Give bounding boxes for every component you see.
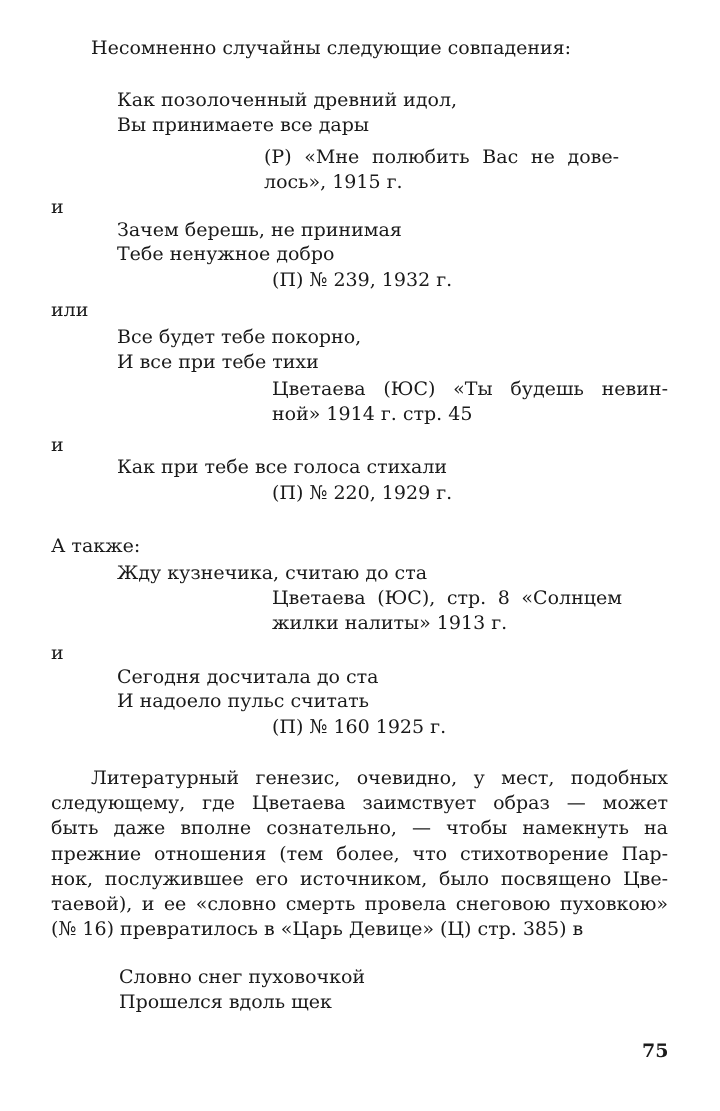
paragraph-line: нок, послужившее его источником, было посвящено Цве-	[51, 868, 668, 890]
verse-line: Тебе ненужное добро	[117, 243, 335, 265]
paragraph-line: Литературный генезис, очевидно, у мест, подобных	[91, 767, 668, 789]
source-citation: Цветаева (ЮС), стр. 8 «Солнцем	[272, 587, 622, 609]
source-citation: Цветаева (ЮС) «Ты будешь невин-	[272, 378, 668, 400]
conjunction: или	[51, 299, 89, 321]
verse-line: И все при тебе тихи	[117, 351, 319, 373]
verse-line: Словно снег пуховочкой	[119, 966, 366, 988]
verse-line: Сегодня досчитала до ста	[117, 666, 379, 688]
source-citation: (Р) «Мне полюбить Вас не дове-	[264, 146, 619, 168]
paragraph-line: прежние отношения (тем более, что стихотворение Пар-	[51, 843, 668, 865]
verse-line: Вы принимаете все дары	[117, 114, 370, 136]
verse-line: Зачем берешь, не принимая	[117, 219, 402, 241]
source-citation: (П) № 160 1925 г.	[272, 716, 447, 738]
verse-line: Как при тебе все голоса стихали	[117, 456, 448, 478]
verse-line: И надоело пульс считать	[117, 690, 370, 712]
paragraph-line: быть даже вполне сознательно, — чтобы намекнуть на	[51, 817, 668, 839]
verse-line: Жду кузнечика, считаю до ста	[117, 562, 428, 584]
source-citation: (П) № 239, 1932 г.	[272, 269, 453, 291]
source-citation: лось», 1915 г.	[264, 171, 403, 193]
page-number: 75	[642, 1040, 669, 1062]
paragraph-line: следующему, где Цветаева заимствует образ — может	[51, 792, 668, 814]
conjunction: и	[51, 434, 64, 456]
verse-line: Все будет тебе покорно,	[117, 326, 362, 348]
intro-line: Несомненно случайны следующие совпадения:	[91, 37, 572, 59]
section-lead: А также:	[51, 535, 141, 557]
source-citation: жилки налиты» 1913 г.	[272, 612, 508, 634]
verse-line: Как позолоченный древний идол,	[117, 89, 458, 111]
paragraph-line: (№ 16) превратилось в «Царь Девице» (Ц) стр. 385) в	[51, 918, 584, 940]
source-citation: (П) № 220, 1929 г.	[272, 482, 453, 504]
verse-line: Прошелся вдоль щек	[119, 991, 332, 1013]
paragraph-line: таевой), и ее «словно смерть провела снеговою пуховкою»	[51, 893, 668, 915]
source-citation: ной» 1914 г. стр. 45	[272, 403, 473, 425]
conjunction: и	[51, 642, 64, 664]
conjunction: и	[51, 196, 64, 218]
